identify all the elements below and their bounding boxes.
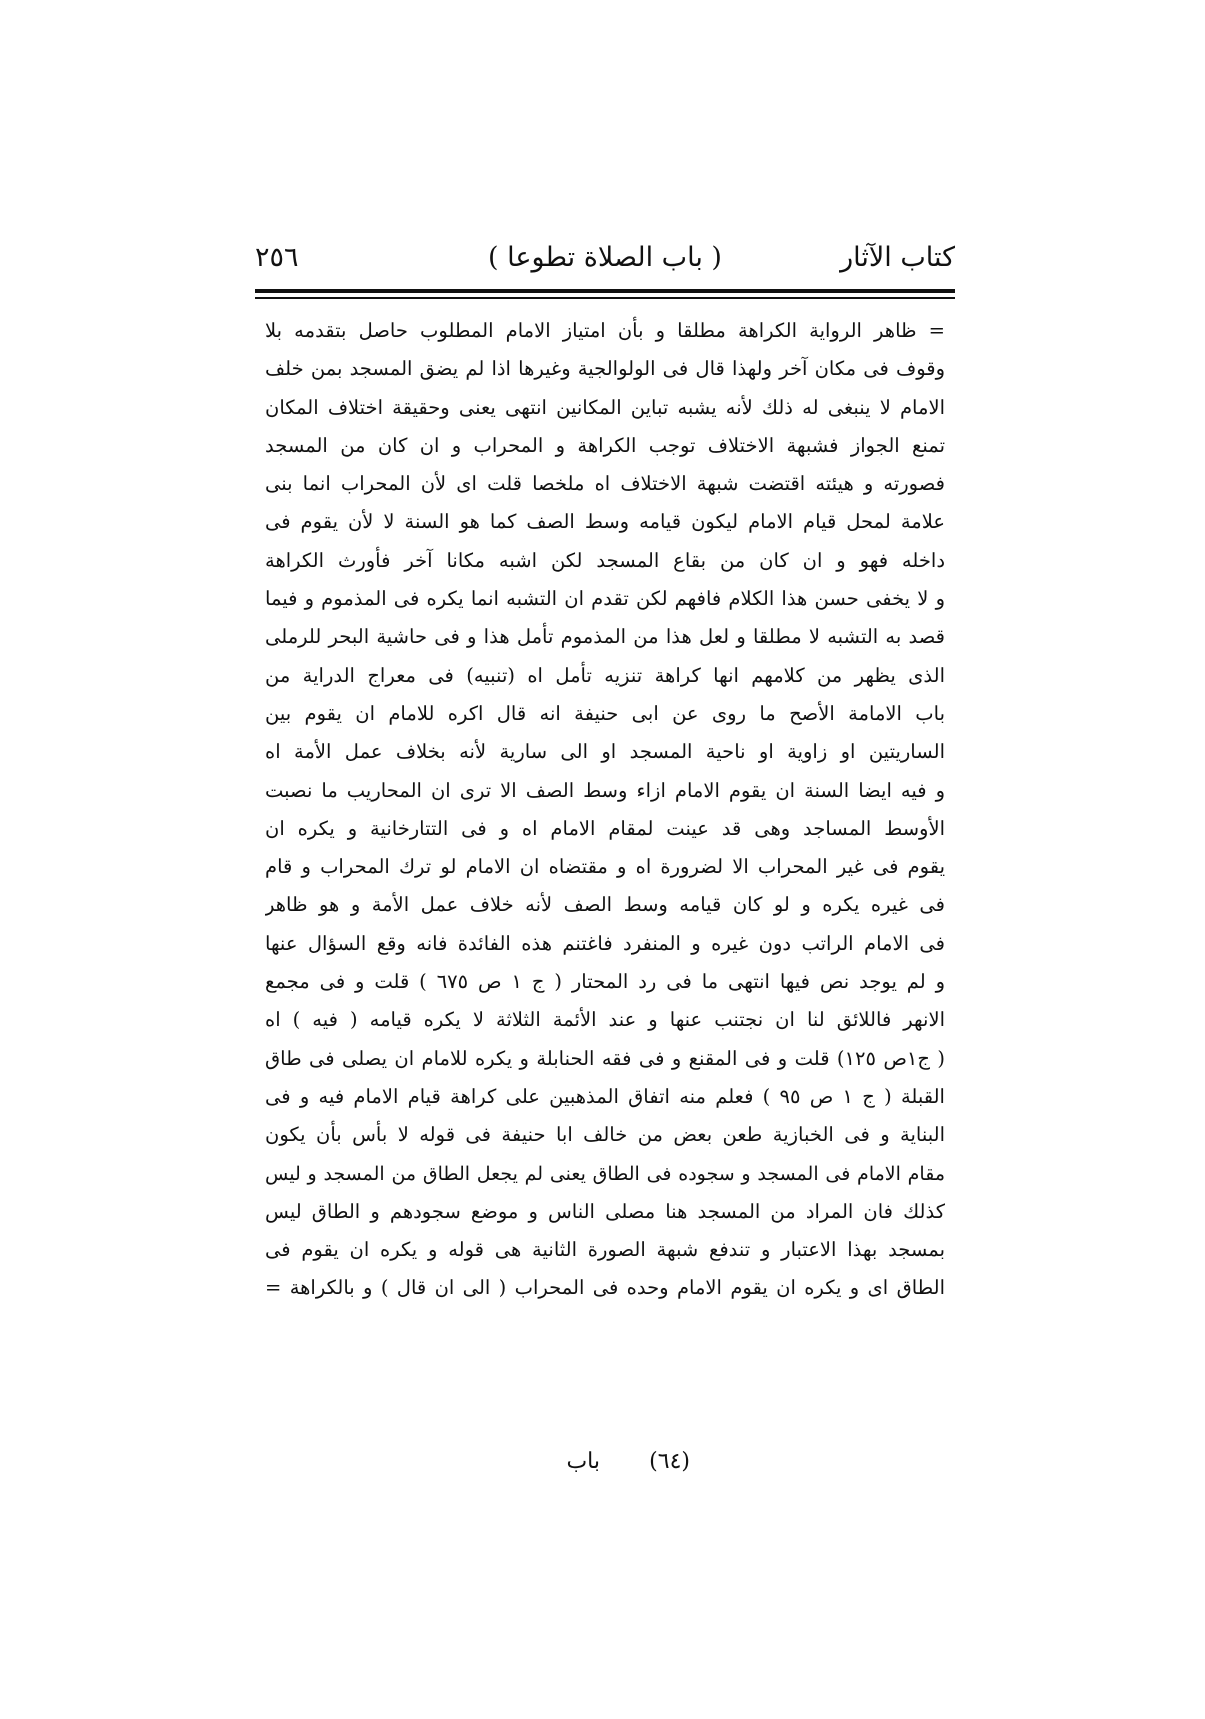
text-line: القبلة ( ج ١ ص ٩٥ ) فعلم منه اتفاق المذهبين على كراهة قيام الامام فيه و فى	[265, 1084, 945, 1108]
page-footer	[255, 1444, 955, 1484]
text-line: الأوسط المساجد وهى قد عينت لمقام الامام اه و فى التتارخانية و يكره ان	[265, 816, 945, 840]
sheet-mark: (٦٤)	[649, 1449, 690, 1474]
text-line: كذلك فان المراد من المسجد هنا مصلى الناس و موضع سجودهم و الطاق ليس	[265, 1199, 945, 1223]
text-line: داخله فهو و ان كان من بقاع المسجد لكن اشبه مكانا آخر فأورث الكراهة	[265, 548, 945, 572]
text-line: وقوف فى مكان آخر ولهذا قال فى الولوالجية وغيرها اذا لم يضق المسجد بمن خلف	[265, 357, 945, 381]
header-rule-thin	[255, 297, 955, 299]
book-title: كتاب الآثار	[840, 242, 955, 273]
text-line: تمنع الجواز فشبهة الاختلاف توجب الكراهة و المحراب و ان كان من المسجد	[265, 433, 945, 457]
text-line: = ظاهر الرواية الكراهة مطلقا و بأن امتياز الامام المطلوب حاصل بتقدمه بلا	[265, 319, 945, 342]
page-number: ٢٥٦	[255, 242, 299, 273]
text-line: البناية و فى الخبازية طعن بعض من خالف ابا حنيفة فى قوله لا بأس بأن يكون	[265, 1123, 945, 1147]
text-line: الطاق اى و يكره ان يقوم الامام وحده فى المحراب ( الى ان قال ) و بالكراهة =	[265, 1276, 945, 1300]
text-line: فى الامام الراتب دون غيره و المنفرد فاغتنم هذه الفائدة فانه وقع السؤال عنها	[265, 931, 945, 955]
text-line: قصد به التشبه لا مطلقا و لعل هذا من المذموم تأمل هذا و فى حاشية البحر للرملى	[265, 625, 945, 649]
text-line: و لا يخفى حسن هذا الكلام فافهم لكن تقدم ان التشبه انما يكره فى المذموم و فيما	[265, 587, 945, 611]
text-line: فى غيره يكره و لو كان قيامه وسط الصف لأنه خلاف عمل الأمة و هو ظاهر	[265, 893, 945, 917]
text-line: الامام لا ينبغى له ذلك لأنه يشبه تباين المكانين انتهى يعنى وحقيقة اختلاف المكان	[265, 395, 945, 419]
text-line: الذى يظهر من كلامهم انها كراهة تنزيه تأمل اه (تنبيه) فى معراج الدراية من	[265, 663, 945, 687]
text-line: الانهر فاللائق لنا ان نجتنب عنها و عند الأئمة الثلاثة لا يكره قيامه ( فيه ) اه	[265, 1008, 945, 1032]
text-line: يقوم فى غير المحراب الا لضرورة اه و مقتضاه ان الامام لو ترك المحراب و قام	[265, 855, 945, 879]
text-line: و فيه ايضا السنة ان يقوم الامام ازاء وسط الصف الا ترى ان المحاريب ما نصبت	[265, 778, 945, 802]
text-line: ( ج١ص ١٢٥) قلت و فى المقنع و فى فقه الحنابلة و يكره للامام ان يصلى فى طاق	[265, 1046, 945, 1070]
text-line: و لم يوجد نص فيها انتهى ما فى رد المحتار ( ج ١ ص ٦٧٥ ) قلت و فى مجمع	[265, 970, 945, 994]
text-line: بمسجد بهذا الاعتبار و تندفع شبهة الصورة الثانية هى قوله و يكره ان يقوم فى	[265, 1238, 945, 1262]
text-line: الساريتين او زاوية او ناحية المسجد او الى سارية لأنه بخلاف عمل الأمة اه	[265, 740, 945, 764]
page-header	[255, 238, 955, 288]
text-line: باب الامامة الأصح ما روى عن ابى حنيفة انه قال اكره للامام ان يقوم بين	[265, 701, 945, 725]
body-text	[265, 312, 945, 1308]
text-line: مقام الامام فى المسجد و سجوده فى الطاق يعنى لم يجعل الطاق من المسجد و ليس	[265, 1162, 945, 1185]
header-rule-thick	[255, 289, 955, 293]
text-line: علامة لمحل قيام الامام ليكون قيامه وسط الصف كما هو السنة لا لأن يقوم فى	[265, 510, 945, 534]
chapter-title: ( باب الصلاة تطوعا )	[488, 242, 722, 273]
catchword: باب	[566, 1449, 600, 1474]
text-line: فصورته و هيئته اقتضت شبهة الاختلاف اه ملخصا قلت اى لأن المحراب انما بنى	[265, 472, 945, 496]
